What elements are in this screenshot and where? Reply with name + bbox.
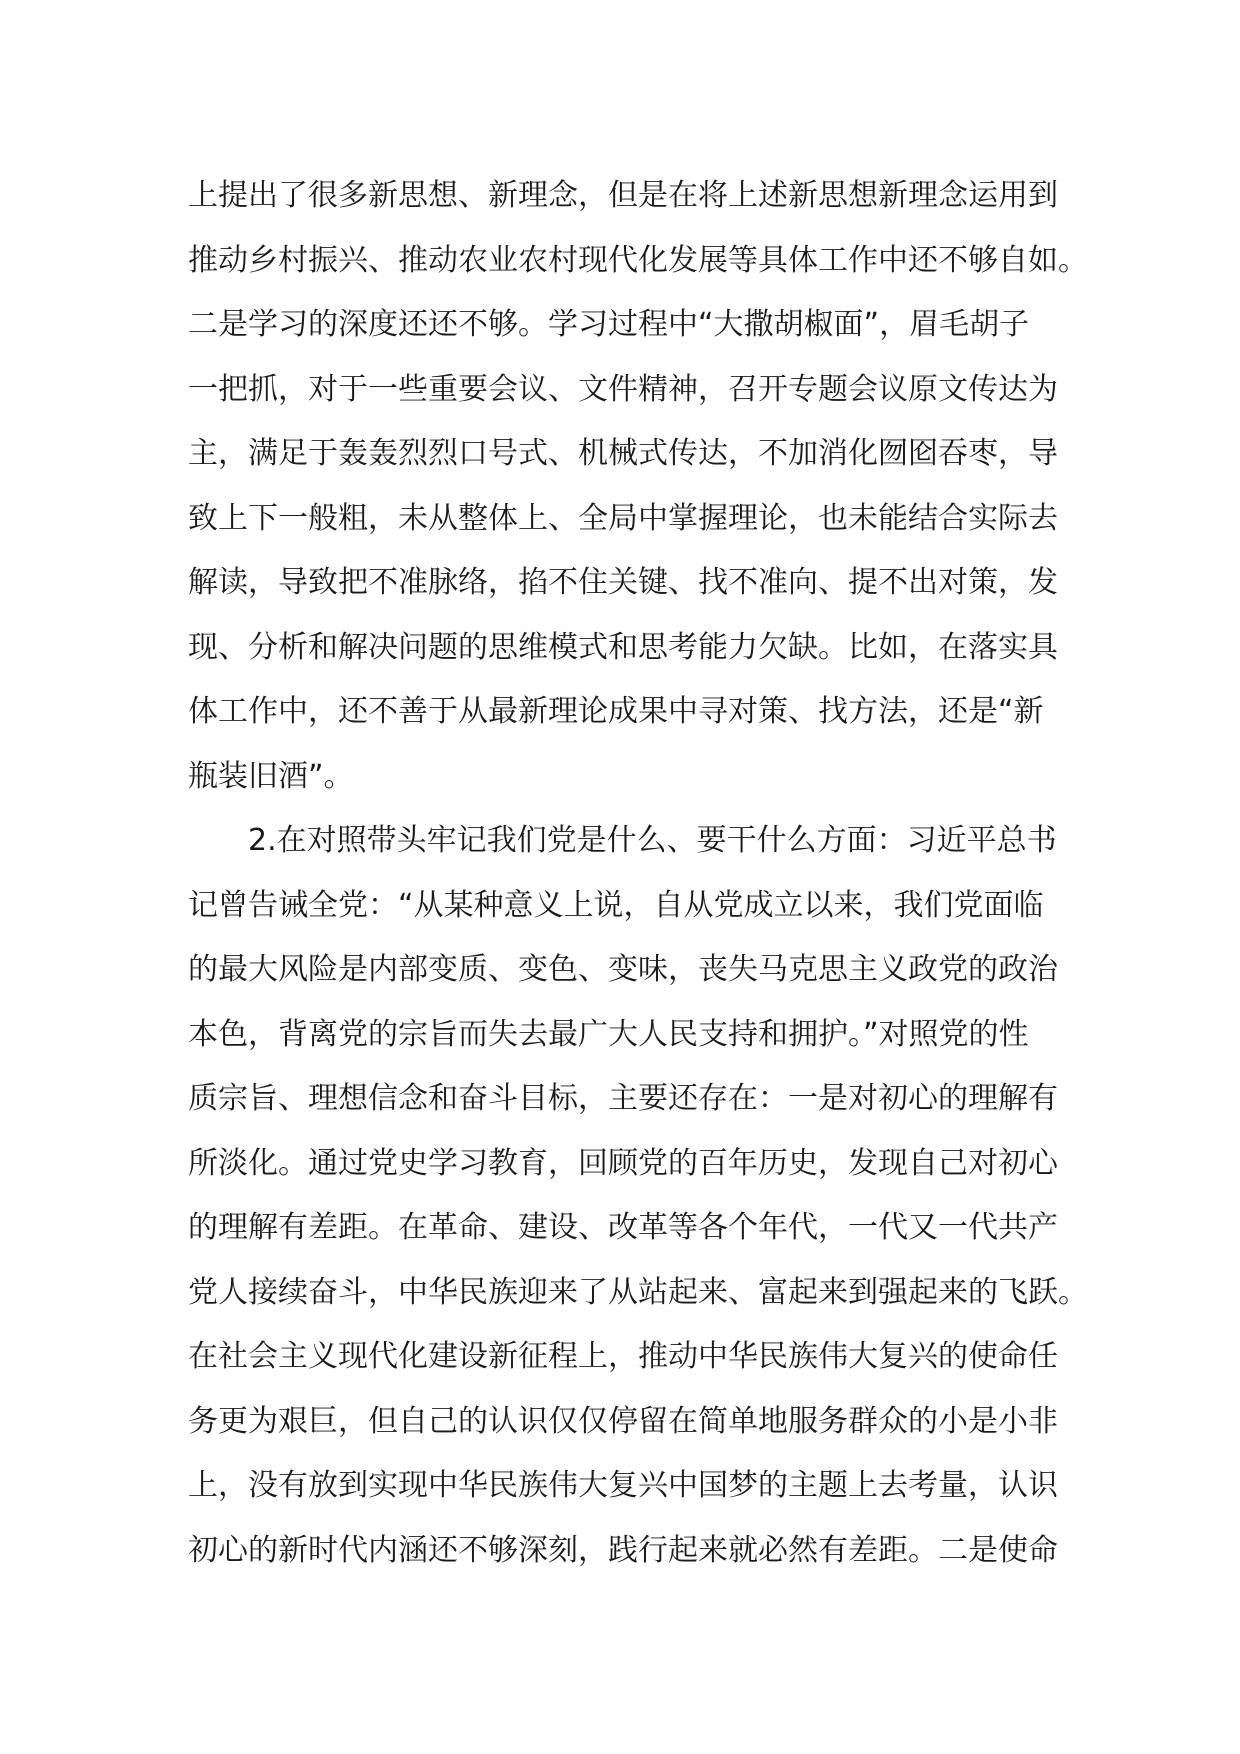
text-line: 一把抓，对于一些重要会议、文件精神，召开专题会议原文传达为	[188, 371, 1058, 407]
text-line: 质宗旨、理想信念和奋斗目标，主要还存在：一是对初心的理解有	[188, 1081, 1058, 1116]
text-line: 务更为艰巨，但自己的认识仅仅停留在简单地服务群众的小是小非	[188, 1403, 1058, 1439]
text-line: 主，满足于轰轰烈烈口号式、机械式传达，不加消化囫囵吞枣，导	[188, 436, 1058, 471]
text-line: 推动乡村振兴、推动农业农村现代化发展等具体工作中还不够自如。	[188, 242, 1088, 278]
body-text	[188, 164, 1088, 1583]
text-line: 现、分析和解决问题的思维模式和思考能力欠缺。比如，在落实具	[188, 629, 1058, 665]
text-line: 二是学习的深度还还不够。学习过程中“大撒胡椒面”，眉毛胡子	[188, 307, 1030, 342]
text-line: 体工作中，还不善于从最新理论成果中寻对策、找方法，还是“新	[188, 694, 1044, 729]
paragraph-start-line: 2.在对照带头牢记我们党是什么、要干什么方面：习近平总书	[248, 823, 1057, 858]
text-line: 的理解有差距。在革命、建设、改革等各个年代，一代又一代共产	[188, 1210, 1058, 1245]
text-line: 在社会主义现代化建设新征程上，推动中华民族伟大复兴的使命任	[188, 1339, 1058, 1374]
text-line: 初心的新时代内涵还不够深刻，践行起来就必然有差距。二是使命	[188, 1532, 1058, 1568]
text-line: 致上下一般粗，未从整体上、全局中掌握理论，也未能结合实际去	[188, 500, 1058, 536]
text-line: 所淡化。通过党史学习教育，回顾党的百年历史，发现自己对初心	[188, 1145, 1058, 1181]
text-line: 上提出了很多新思想、新理念，但是在将上述新思想新理念运用到	[188, 178, 1058, 213]
text-line: 记曾告诫全党：“从某种意义上说，自从党成立以来，我们党面临	[188, 887, 1044, 923]
text-line: 上，没有放到实现中华民族伟大复兴中国梦的主题上去考量，认识	[188, 1468, 1058, 1503]
text-line: 党人接续奋斗，中华民族迎来了从站起来、富起来到强起来的飞跃。	[188, 1274, 1088, 1310]
text-line: 的最大风险是内部变质、变色、变味，丧失马克思主义政党的政治	[188, 952, 1058, 987]
text-line: 瓶装旧酒”。	[188, 758, 354, 794]
text-line: 本色，背离党的宗旨而失去最广大人民支持和拥护。”对照党的性	[188, 1016, 1029, 1052]
text-line: 解读，导致把不准脉络，掐不住关键、找不准向、提不出对策，发	[188, 565, 1058, 600]
